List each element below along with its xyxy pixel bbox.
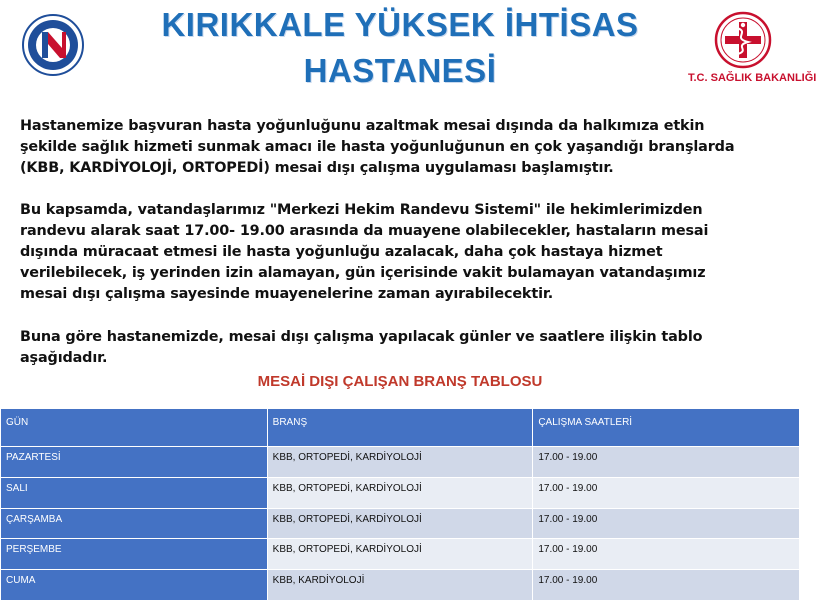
column-header-branch: BRANŞ bbox=[267, 409, 533, 447]
branch-cell: KBB, ORTOPEDİ, KARDİYOLOJİ bbox=[267, 508, 533, 539]
branch-cell: KBB, ORTOPEDİ, KARDİYOLOJİ bbox=[267, 539, 533, 570]
paragraph-line: dışında müracaat etmesi ile hasta yoğunluğu azalacak, daha çok hastaya hizmet bbox=[20, 244, 663, 260]
column-header-hours: ÇALIŞMA SAATLERİ bbox=[533, 409, 800, 447]
branch-cell: KBB, ORTOPEDİ, KARDİYOLOJİ bbox=[267, 477, 533, 508]
paragraph-line: aşağıdadır. bbox=[20, 350, 108, 366]
ministry-logo bbox=[688, 10, 816, 90]
paragraph-2 bbox=[20, 200, 780, 305]
table-row bbox=[1, 508, 800, 539]
day-cell: PAZARTESİ bbox=[1, 447, 268, 478]
paragraph-line: şekilde sağlık hizmeti sunmak amacı ile hasta yoğunluğunun en çok yaşandığı branşlarda bbox=[20, 139, 735, 155]
table-row bbox=[1, 477, 800, 508]
page-title-line-2: HASTANESİ bbox=[303, 52, 497, 89]
paragraph-3 bbox=[20, 327, 780, 369]
paragraph-line: (KBB, KARDİYOLOJİ, ORTOPEDİ) mesai dışı çalışma uygulaması başlamıştır. bbox=[20, 160, 614, 176]
table-row bbox=[1, 447, 800, 478]
paragraph-line: Buna göre hastanemizde, mesai dışı çalışma yapılacak günler ve saatlere ilişkin tablo bbox=[20, 329, 703, 345]
day-cell: PERŞEMBE bbox=[1, 539, 268, 570]
hospital-logo bbox=[22, 12, 84, 78]
table-row bbox=[1, 539, 800, 570]
branch-cell: KBB, ORTOPEDİ, KARDİYOLOJİ bbox=[267, 447, 533, 478]
day-cell: CUMA bbox=[1, 570, 268, 601]
hospital-emblem-icon bbox=[22, 12, 84, 78]
table-row bbox=[1, 570, 800, 601]
ministry-of-health-emblem-icon bbox=[688, 10, 798, 72]
day-cell: ÇARŞAMBA bbox=[1, 508, 268, 539]
hours-cell: 17.00 - 19.00 bbox=[533, 477, 800, 508]
page-title-line-1: KIRIKKALE YÜKSEK İHTİSAS bbox=[161, 6, 639, 43]
paragraph-line: randevu alarak saat 17.00- 19.00 arasında da muayene olabilecekler, hastaların mesai bbox=[20, 223, 709, 239]
schedule-table bbox=[0, 408, 800, 601]
paragraph-1 bbox=[20, 116, 780, 179]
table-title: MESAİ DIŞI ÇALIŞAN BRANŞ TABLOSU bbox=[257, 373, 543, 390]
paragraph-line: mesai dışı çalışma sayesinde muayenelerine zaman ayırabilecektir. bbox=[20, 286, 554, 302]
paragraph-line: Bu kapsamda, vatandaşlarımız "Merkezi Hekim Randevu Sistemi" ile hekimlerimizden bbox=[20, 202, 703, 218]
hours-cell: 17.00 - 19.00 bbox=[533, 508, 800, 539]
hours-cell: 17.00 - 19.00 bbox=[533, 570, 800, 601]
hours-cell: 17.00 - 19.00 bbox=[533, 447, 800, 478]
paragraph-line: verilebilecek, iş yerinden izin alamayan, gün içerisinde vakit bulamayan vatandaşımız bbox=[20, 265, 706, 281]
ministry-name: T.C. SAĞLIK BAKANLIĞI bbox=[688, 72, 816, 84]
day-cell: SALI bbox=[1, 477, 268, 508]
branch-cell: KBB, KARDİYOLOJİ bbox=[267, 570, 533, 601]
paragraph-line: Hastanemize başvuran hasta yoğunluğunu azaltmak mesai dışında da halkımıza etkin bbox=[20, 118, 705, 134]
column-header-day: GÜN bbox=[1, 409, 268, 447]
table-header-row bbox=[1, 409, 800, 447]
hours-cell: 17.00 - 19.00 bbox=[533, 539, 800, 570]
